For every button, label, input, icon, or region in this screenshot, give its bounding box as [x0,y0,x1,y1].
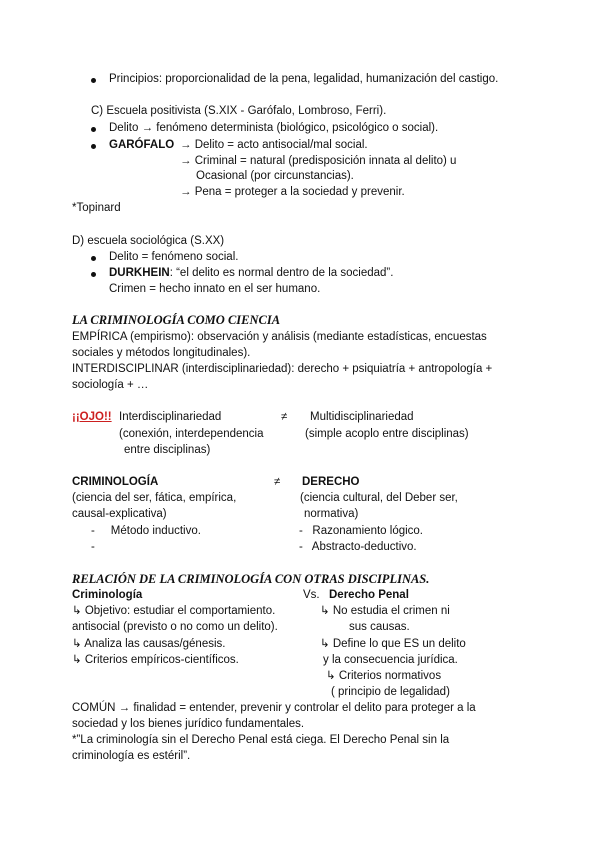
positivista-heading: C) Escuela positivista (S.XIX - Garófalo, Lombroso, Ferri). [91,105,387,117]
interdisciplinar-line1: INTERDISCIPLINAR (interdisciplinariedad): derecho + psiquiatría + antropología + [72,363,493,375]
ojo-neq: ≠ [281,411,288,423]
relacion-right-title: Derecho Penal [329,589,409,601]
relacion-left-line3: ↳ Analiza las causas/génesis. [72,638,226,650]
empirica-line1: EMPÍRICA (empirismo): observación y análisis (mediante estadísticas, encuestas [72,331,487,343]
derecho-line1: (ciencia cultural, del Deber ser, [300,492,458,504]
bullet-icon [91,144,96,149]
derecho-line3: - Razonamiento lógico. [299,525,424,537]
garofalo-name: GARÓFALO [109,139,175,151]
relacion-right-line4: y la consecuencia jurídica. [323,654,458,666]
garofalo-line4: → Pena = proteger a la sociedad y prevenir. [180,186,405,198]
criminologia-line1: (ciencia del ser, fática, empírica, [72,492,237,504]
ojo-right-line2: (simple acoplo entre disciplinas) [305,428,469,440]
cita-line1: *”La criminología sin el Derecho Penal está ciega. El Derecho Penal sin la [72,734,450,746]
ojo-right-line1: Multidisciplinariedad [310,411,414,423]
bullet-icon [91,127,96,132]
durkhein-line [109,266,393,281]
derecho-line2: normativa) [304,508,359,520]
criminologia-title: CRIMINOLOGÍA [72,476,159,488]
criminologia-line3: - Método inductivo. [91,525,201,537]
ciencia-title: LA CRIMINOLOGÍA COMO CIENCIA [72,313,281,327]
ojo-left-line2: (conexión, interdependencia [119,428,264,440]
comun-line1: COMÚN → finalidad = entender, prevenir y controlar el delito para proteger a la [72,702,476,714]
topinard-note: *Topinard [72,202,121,214]
criminologia-line4: - [91,541,95,553]
empirica-line2: sociales y métodos longitudinales). [72,347,251,359]
durkhein-quote: : “el delito es normal dentro de la sociedad”. [169,267,394,279]
bullet-icon [91,78,96,83]
ojo-left-line1: Interdisciplinariedad [119,411,222,423]
comparacion-neq: ≠ [274,476,281,488]
relacion-right-line1: ↳ No estudia el crimen ni [320,605,450,617]
relacion-left-line2: antisocial (previsto o no como un delito). [72,621,278,633]
relacion-vs: Vs. [303,589,320,601]
garofalo-line3: Ocasional (por circunstancias). [196,170,354,182]
garofalo-line2: → Criminal = natural (predisposición innata al delito) u [180,155,457,167]
relacion-left-title: Criminología [72,589,143,601]
derecho-line4: - Abstracto-deductivo. [299,541,417,553]
relacion-left-line1: ↳ Objetivo: estudiar el comportamiento. [72,605,276,617]
positivista-delito: Delito → fenómeno determinista (biológico, psicológico o social). [109,122,439,134]
comun-line2: sociedad y los bienes jurídico fundamentales. [72,718,305,730]
relacion-title: RELACIÓN DE LA CRIMINOLOGÍA CON OTRAS DISCIPLINAS. [72,572,430,586]
sociologica-delito: Delito = fenómeno social. [109,251,239,263]
durkhein-name: DURKHEIN [109,267,170,279]
interdisciplinar-line2: sociología + … [72,379,149,391]
relacion-right-line3: ↳ Define lo que ES un delito [320,638,466,650]
derecho-title: DERECHO [302,476,360,488]
relacion-right-line6: ( principio de legalidad) [331,686,450,698]
cita-line2: criminología es estéril”. [72,750,191,762]
relacion-left-line4: ↳ Criterios empíricos-científicos. [72,654,239,666]
relacion-right-line2: sus causas. [349,621,410,633]
relacion-right-line5: ↳ Criterios normativos [326,670,442,682]
ojo-label: ¡¡OJO!! [72,411,112,423]
criminologia-line2: causal-explicativa) [72,508,167,520]
garofalo-line1: → Delito = acto antisocial/mal social. [180,139,368,151]
ojo-left-line3: entre disciplinas) [124,444,211,456]
principios-text: Principios: proporcionalidad de la pena, legalidad, humanización del castigo. [109,73,499,85]
bullet-icon [91,272,96,277]
bullet-icon [91,256,96,261]
crimen-text: Crimen = hecho innato en el ser humano. [109,283,321,295]
sociologica-heading: D) escuela sociológica (S.XX) [72,235,225,247]
